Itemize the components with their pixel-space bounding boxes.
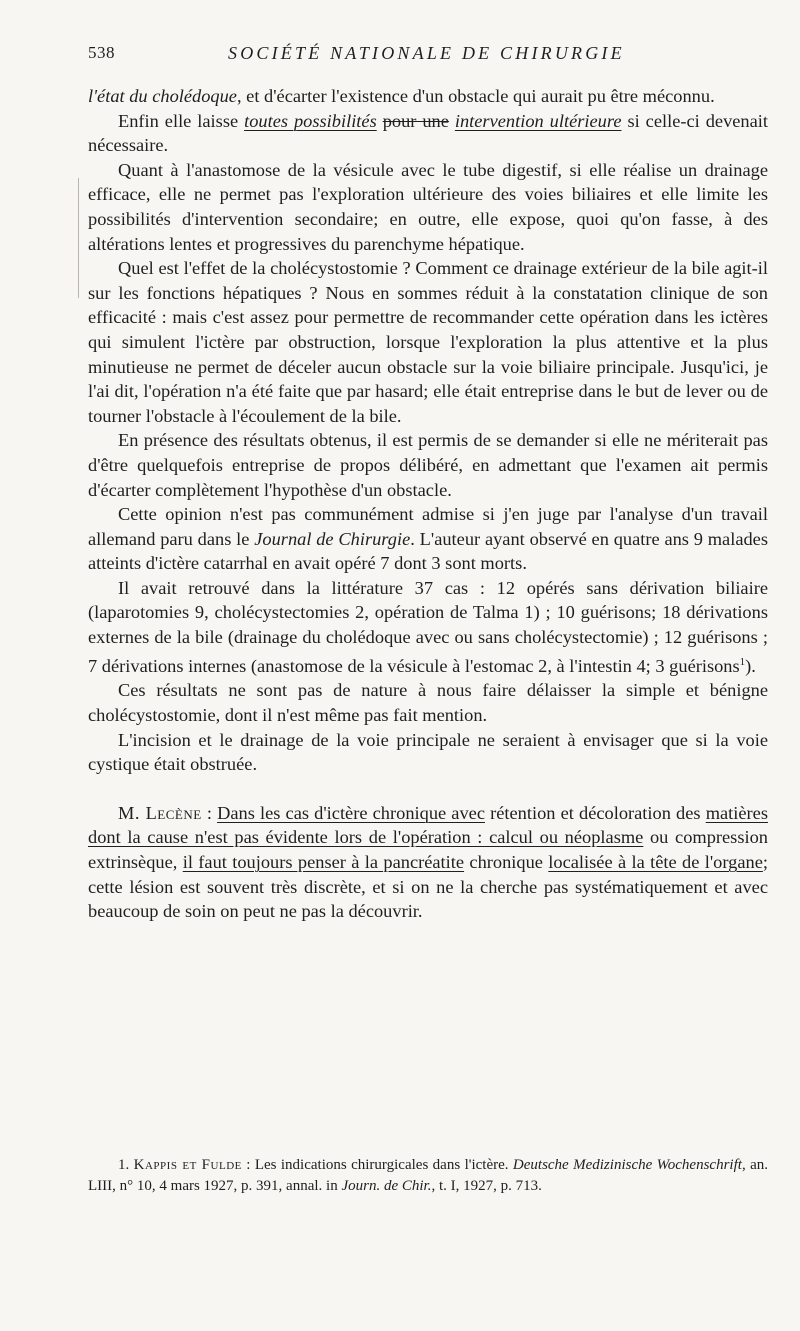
speaker-name: M. Lecène bbox=[118, 802, 202, 823]
footnote-ref: 1 bbox=[739, 655, 746, 668]
underlined-phrase: matières dont la cause n'est pas évidente lors de l'opération : calcul ou néoplasme bbox=[88, 802, 768, 848]
paragraph-2: Enfin elle laisse toutes possibilités pour une intervention ultérieure si celle-ci devenait nécessaire. bbox=[88, 110, 768, 156]
underlined-phrase: Dans les cas d'ictère chronique avec bbox=[217, 802, 485, 823]
margin-pencil-mark bbox=[78, 178, 79, 298]
footnote-journal-2: Journ. de Chir. bbox=[341, 1178, 432, 1194]
footnote-1: 1. Kappis et Fulde : Les indications chirurgicales dans l'ictère. Deutsche Medizinische Wochenschrift, an. LIII, n° 10, 4 mars 1927, p. 391, annal. in Journ. de Chir., t. I, 1927, p. 713. bbox=[88, 1157, 768, 1194]
underlined-phrase: toutes possibilités bbox=[244, 110, 377, 131]
underlined-phrase: intervention ultérieure bbox=[454, 110, 622, 131]
footnote bbox=[88, 1155, 768, 1197]
footnote-journal: Deutsche Medizinische Wochenschrift bbox=[512, 1157, 742, 1173]
paragraph-5: En présence des résultats obtenus, il est permis de se demander si elle ne mériterait pas d'être quelquefois entreprise de propos délibéré, en admettant que l'examen ait permis d'écarter complètement l'hypothèse d'un obstacle. bbox=[88, 430, 768, 500]
journal-title: Journal de Chirurgie bbox=[254, 528, 411, 549]
page-number: 538 bbox=[88, 43, 115, 62]
underlined-phrase: localisée à la tête de l'organe bbox=[548, 851, 763, 872]
paragraph-6: Cette opinion n'est pas communément admise si j'en juge par l'analyse d'un travail allemand paru dans le Journal de Chirurgie. L'auteur ayant observé en quatre ans 9 malades atteints d'ictère catarrhal en avait opéré 7 dont 3 sont morts. bbox=[88, 504, 768, 574]
italic-phrase: l'état du cholédoque bbox=[88, 86, 237, 106]
running-title: SOCIÉTÉ NATIONALE DE CHIRURGIE bbox=[228, 43, 625, 63]
underlined-phrase: il faut toujours penser à la pancréatite bbox=[182, 851, 465, 872]
paragraph-7: Il avait retrouvé dans la littérature 37 cas : 12 opérés sans dérivation biliaire (laparotomies 9, cholécystectomies 2, opération de Talma 1) ; 10 guérisons; 18 dérivations externes de la bile (drainage du cholédoque avec ou sans cholécystectomie) ; 12 guérisons ; 7 dérivations internes (anastomose de la vésicule à l'estomac 2, à l'intestin 4; 3 guérisons$^1$). bbox=[88, 577, 768, 676]
paragraph-10: M. Lecène : Dans les cas d'ictère chronique avec rétention et décoloration des matières dont la cause n'est pas évidente lors de l'opération : calcul ou néoplasme ou compression extrinsèque, il faut toujours penser à la pancréatite chronique localisée à la tête de l'organe; cette lésion est souvent très discrète, et si on ne la cherche pas systématiquement et avec beaucoup de soin on peut ne pas la découvrir. bbox=[88, 802, 768, 922]
page-header bbox=[88, 43, 768, 67]
paragraph-4: Quel est l'effet de la cholécystostomie ? Comment ce drainage extérieur de la bile agit-il sur les fonctions hépatiques ? Nous en sommes réduit à la constatation clinique de son efficacité : mais c'est assez pour permettre de recommander cette opération dans les ictères qui simulent l'ictère par obstruction, lorsque l'exploration la plus attentive et la plus minutieuse ne permet de déceler aucun obstacle sur la voie biliaire principale. Jusqu'ici, je l'ai dit, l'opération n'a été faite que par hasard; elle était entreprise dans le but de lever ou de tourner l'obstacle à l'écoulement de la bile. bbox=[88, 258, 768, 426]
paragraph-3: Quant à l'anastomose de la vésicule avec le tube digestif, si elle réalise un drainage efficace, elle ne permet pas l'exploration ultérieure des voies biliaires et elle limite les possibilités d'intervention secondaire; en outre, elle expose, quoi qu'on fasse, à des altérations lentes et progressives du parenchyme hépatique. bbox=[88, 159, 768, 254]
paragraph-1: l'état du cholédoque, et d'écarter l'existence d'un obstacle qui aurait pu être méconnu. bbox=[88, 86, 715, 106]
footnote-authors: Kappis et Fulde bbox=[133, 1157, 242, 1173]
paragraph-8: Ces résultats ne sont pas de nature à nous faire délaisser la simple et bénigne cholécystostomie, dont il n'est même pas fait mention. bbox=[88, 680, 768, 725]
paragraph-9: L'incision et le drainage de la voie principale ne seraient à envisager que si la voie cystique était obstruée. bbox=[88, 729, 768, 775]
body-text bbox=[88, 84, 768, 924]
struck-phrase: pour une bbox=[382, 110, 449, 131]
